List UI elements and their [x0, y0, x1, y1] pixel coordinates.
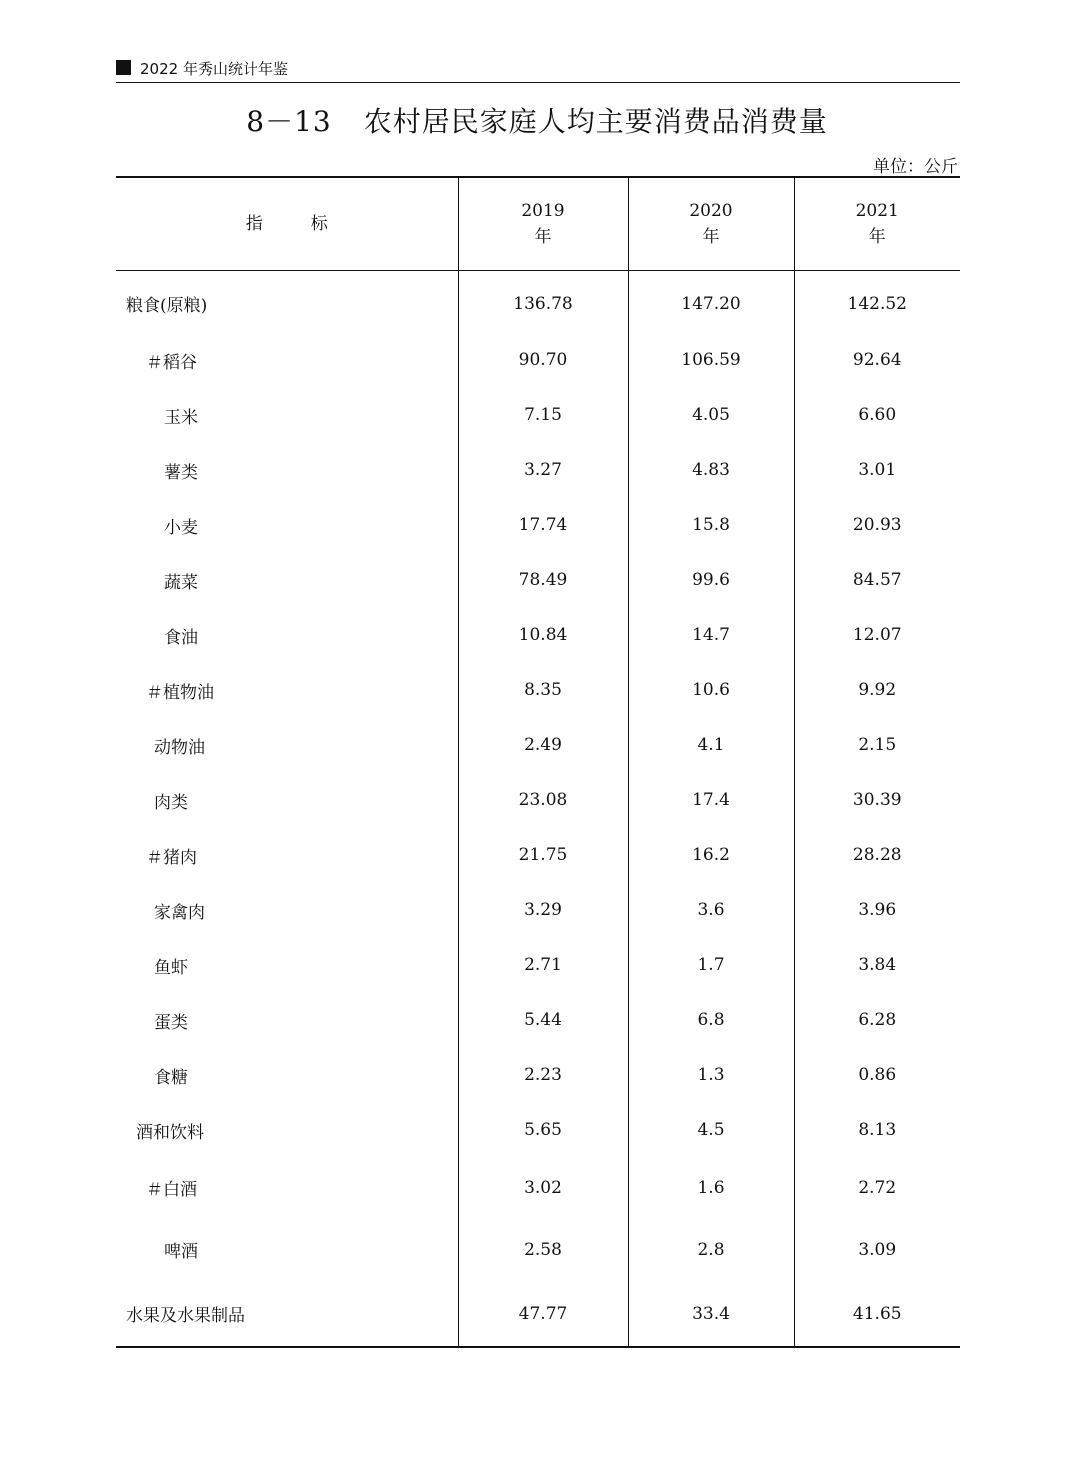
table-row	[116, 498, 960, 553]
value-cell-2020: 3.6	[628, 883, 794, 938]
value-cell-2021: 2.72	[794, 1158, 960, 1218]
table-number: 8－13	[246, 105, 332, 138]
value-cell-2019: 7.15	[458, 388, 628, 443]
running-header	[116, 58, 960, 83]
row-label: ＃植物油	[146, 682, 214, 703]
row-label: 食油	[164, 627, 198, 648]
yearbook-title: 2022 年秀山统计年鉴	[140, 60, 288, 78]
value-cell-2021: 84.57	[794, 553, 960, 608]
table-row	[116, 388, 960, 443]
row-label: ＃稻谷	[146, 352, 197, 373]
year-label: 2019	[521, 200, 565, 221]
value-cell-2020: 6.8	[628, 993, 794, 1048]
value-cell-2021: 41.65	[794, 1282, 960, 1347]
value-cell-2019: 136.78	[458, 270, 628, 333]
value-cell-2020: 17.4	[628, 773, 794, 828]
value-cell-2020: 1.6	[628, 1158, 794, 1218]
table-row	[116, 1103, 960, 1158]
value-cell-2019: 3.27	[458, 443, 628, 498]
row-label: 蛋类	[154, 1012, 188, 1033]
value-cell-2020: 147.20	[628, 270, 794, 333]
value-cell-2020: 99.6	[628, 553, 794, 608]
value-cell-2019: 21.75	[458, 828, 628, 883]
value-cell-2019: 5.44	[458, 993, 628, 1048]
table-row	[116, 443, 960, 498]
value-cell-2019: 2.23	[458, 1048, 628, 1103]
row-label: 家禽肉	[154, 902, 205, 923]
header-row	[116, 177, 960, 270]
row-label: 蔬菜	[164, 572, 198, 593]
row-label: 鱼虾	[154, 957, 188, 978]
value-cell-2021: 3.09	[794, 1218, 960, 1282]
table-row	[116, 1048, 960, 1103]
value-cell-2020: 4.1	[628, 718, 794, 773]
row-label: ＃猪肉	[146, 847, 197, 868]
indicator-header: 指标	[116, 177, 458, 270]
value-cell-2019: 78.49	[458, 553, 628, 608]
table-row	[116, 270, 960, 333]
table-row	[116, 718, 960, 773]
value-cell-2021: 3.96	[794, 883, 960, 938]
value-cell-2020: 14.7	[628, 608, 794, 663]
row-label: 啤酒	[164, 1242, 198, 1262]
value-cell-2020: 4.05	[628, 388, 794, 443]
data-table-container	[116, 176, 960, 1348]
value-cell-2020: 10.6	[628, 663, 794, 718]
value-cell-2020: 4.83	[628, 443, 794, 498]
year-label: 2020	[689, 200, 733, 221]
table-body	[116, 270, 960, 1347]
year-suffix: 年	[868, 226, 886, 247]
table-row	[116, 938, 960, 993]
table-title	[0, 100, 1074, 140]
table-row	[116, 883, 960, 938]
year-header-2021	[794, 177, 960, 270]
table-row	[116, 1282, 960, 1347]
value-cell-2021: 9.92	[794, 663, 960, 718]
value-cell-2020: 1.7	[628, 938, 794, 993]
value-cell-2019: 90.70	[458, 333, 628, 388]
table-row	[116, 1218, 960, 1282]
value-cell-2021: 2.15	[794, 718, 960, 773]
row-label: 动物油	[154, 737, 205, 758]
value-cell-2020: 1.3	[628, 1048, 794, 1103]
value-cell-2021: 20.93	[794, 498, 960, 553]
value-cell-2019: 2.71	[458, 938, 628, 993]
year-header-2019	[458, 177, 628, 270]
unit-label: 单位：公斤	[873, 157, 958, 177]
table-row	[116, 553, 960, 608]
value-cell-2019: 5.65	[458, 1103, 628, 1158]
row-label: 酒和饮料	[136, 1122, 204, 1143]
row-label: 水果及水果制品	[116, 1282, 458, 1347]
year-label: 2021	[855, 200, 899, 221]
table-row	[116, 333, 960, 388]
value-cell-2021: 0.86	[794, 1048, 960, 1103]
value-cell-2021: 28.28	[794, 828, 960, 883]
value-cell-2020: 2.8	[628, 1218, 794, 1282]
value-cell-2019: 2.49	[458, 718, 628, 773]
row-label: 小麦	[164, 517, 198, 538]
value-cell-2019: 3.29	[458, 883, 628, 938]
table-row	[116, 663, 960, 718]
value-cell-2019: 10.84	[458, 608, 628, 663]
value-cell-2019: 23.08	[458, 773, 628, 828]
value-cell-2021: 12.07	[794, 608, 960, 663]
row-label: 玉米	[164, 407, 198, 428]
table-row	[116, 828, 960, 883]
table-row	[116, 993, 960, 1048]
value-cell-2021: 3.01	[794, 443, 960, 498]
value-cell-2019: 47.77	[458, 1282, 628, 1347]
value-cell-2021: 6.28	[794, 993, 960, 1048]
row-label: ＃白酒	[146, 1180, 197, 1200]
value-cell-2019: 8.35	[458, 663, 628, 718]
value-cell-2021: 6.60	[794, 388, 960, 443]
row-label: 薯类	[164, 462, 198, 483]
value-cell-2021: 30.39	[794, 773, 960, 828]
value-cell-2020: 4.5	[628, 1103, 794, 1158]
year-suffix: 年	[702, 226, 720, 247]
table-row	[116, 608, 960, 663]
value-cell-2021: 3.84	[794, 938, 960, 993]
table-row	[116, 1158, 960, 1218]
value-cell-2020: 15.8	[628, 498, 794, 553]
value-cell-2019: 2.58	[458, 1218, 628, 1282]
table-title-text: 农村居民家庭人均主要消费品消费量	[363, 105, 828, 138]
value-cell-2021: 142.52	[794, 270, 960, 333]
value-cell-2021: 92.64	[794, 333, 960, 388]
value-cell-2019: 3.02	[458, 1158, 628, 1218]
square-bullet-icon	[116, 60, 131, 75]
year-header-2020	[628, 177, 794, 270]
value-cell-2020: 16.2	[628, 828, 794, 883]
value-cell-2021: 8.13	[794, 1103, 960, 1158]
row-label: 肉类	[154, 792, 188, 813]
year-suffix: 年	[534, 226, 552, 247]
value-cell-2019: 17.74	[458, 498, 628, 553]
row-label: 食糖	[154, 1067, 188, 1088]
table-row	[116, 773, 960, 828]
row-label: 粮食(原粮)	[126, 296, 208, 316]
value-cell-2020: 33.4	[628, 1282, 794, 1347]
value-cell-2020: 106.59	[628, 333, 794, 388]
consumption-table	[116, 176, 960, 1348]
